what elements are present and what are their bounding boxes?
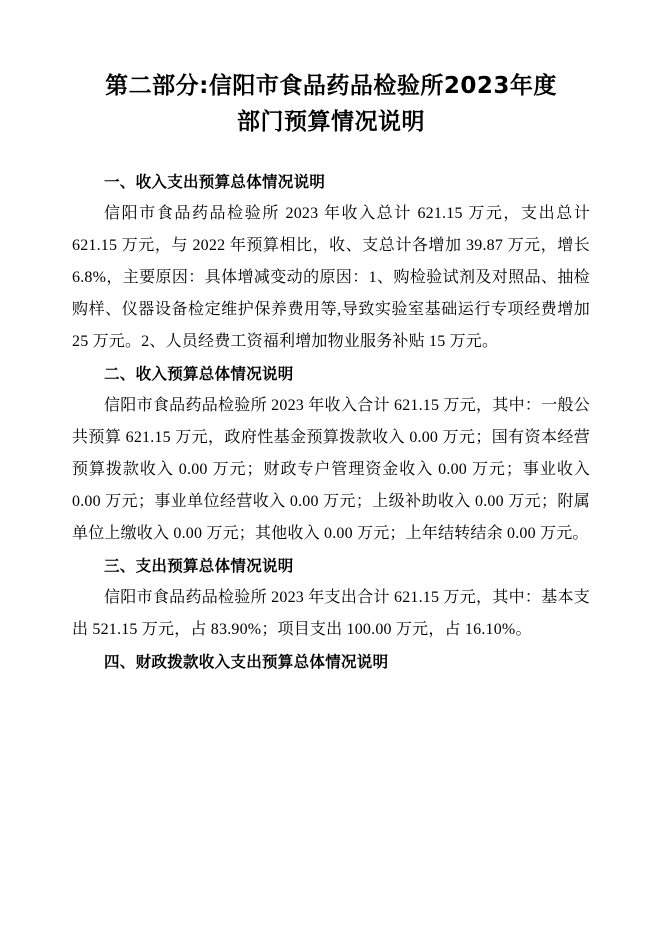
section-paragraph-1: 信阳市食品药品检验所 2023 年收入总计 621.15 万元，支出总计 621.15 万元，与 2022 年预算相比，收、支总计各增加 39.87 万元，增长 6.8%，主要原因：具体增减变动的原因：1、购检验试剂及对照品、抽检购样、仪器设备检定维护保养费用等,导致实验室基础运行专项经费增加 25 万元。2、人员经费工资福利增加物业服务补贴 15 万元。 <box>72 205 590 350</box>
page-title <box>72 68 590 140</box>
section-heading-1: 一、收入支出预算总体情况说明 <box>104 173 326 191</box>
title-body-spacer <box>72 140 590 166</box>
page-title-line-2: 部门预算情况说明 <box>237 109 425 135</box>
section-paragraph-3: 信阳市食品药品检验所 2023 年支出合计 621.15 万元，其中：基本支出 521.15 万元，占 83.90%；项目支出 100.00 万元，占 16.10%。 <box>72 589 590 638</box>
section-heading-4: 四、财政拨款收入支出预算总体情况说明 <box>104 653 389 671</box>
page-title-line-1: 第二部分:信阳市食品药品检验所2023年度 <box>105 73 557 99</box>
section-heading-2: 二、收入预算总体情况说明 <box>104 365 294 383</box>
section-heading-3: 三、支出预算总体情况说明 <box>104 557 294 575</box>
section-paragraph-2: 信阳市食品药品检验所 2023 年收入合计 621.15 万元，其中：一般公共预算 621.15 万元，政府性基金预算拨款收入 0.00 万元；国有资本经营预算拨款收入 0.00 万元；财政专户管理资金收入 0.00 万元；事业收入 0.00 万元；事业单位经营收入 0.00 万元；上级补助收入 0.00 万元；附属单位上缴收入 0.00 万元；其他收入 0.00 万元；上年结转结余 0.00 万元。 <box>72 397 590 542</box>
